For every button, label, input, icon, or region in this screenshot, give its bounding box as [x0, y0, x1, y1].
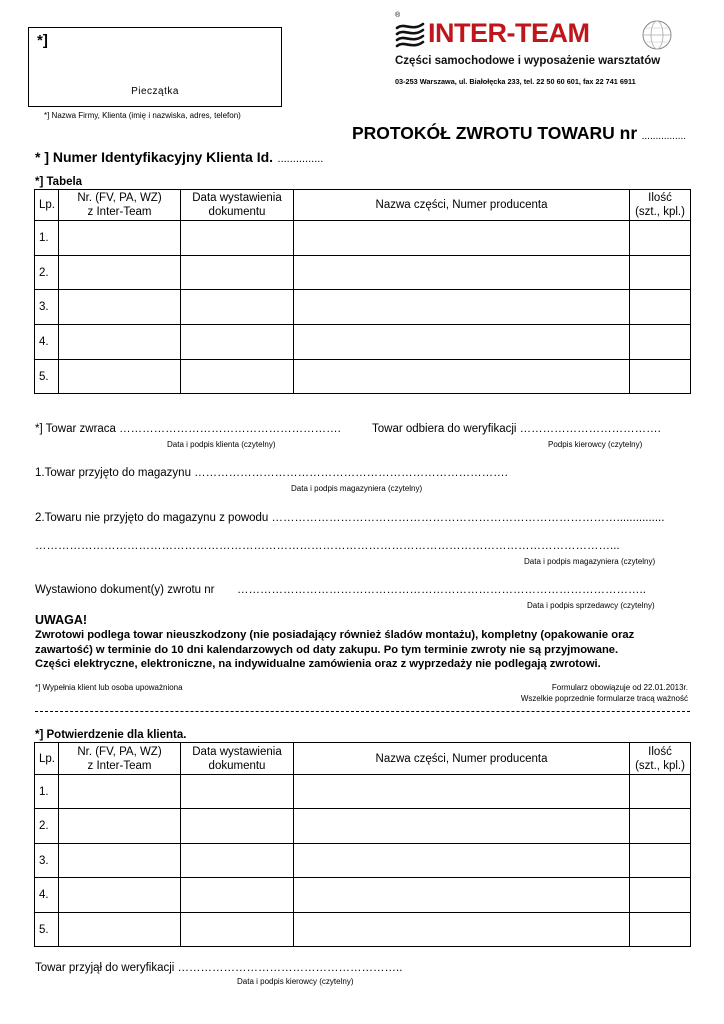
confirmation-table	[34, 742, 691, 947]
issued-label: Wystawiono dokument(y) zwrotu nr	[35, 584, 215, 596]
registered-mark: ®	[395, 12, 401, 19]
not-accepted-line[interactable]: 2.Towaru nie przyjęto do magazynu z powodu ………………………………………………………………………………...............	[35, 512, 665, 524]
reason-dots-line[interactable]: ……………………………………………………………………………………………………………………………………...	[35, 540, 620, 552]
table-row	[35, 878, 691, 913]
row-number: 2.	[35, 809, 59, 844]
cell-nr[interactable]	[59, 878, 181, 913]
row-number: 4.	[35, 878, 59, 913]
row-number: 3.	[35, 844, 59, 878]
globe-icon	[641, 19, 673, 51]
cell-nr[interactable]	[59, 775, 181, 809]
cell-ilosc[interactable]	[630, 878, 691, 913]
sig-client: Data i podpis klienta (czytelny)	[167, 440, 276, 449]
cell-data[interactable]	[181, 256, 294, 290]
col-lp: Lp.	[35, 190, 59, 221]
table1-caption: *] Tabela	[35, 176, 83, 188]
cell-data[interactable]	[181, 325, 294, 360]
sig-seller: Data i podpis sprzedawcy (czytelny)	[527, 601, 655, 610]
company-name: INTER-TEAM	[428, 18, 590, 48]
col-lp: Lp.	[35, 743, 59, 775]
cell-ilosc[interactable]	[630, 913, 691, 947]
table-row	[35, 775, 691, 809]
stamp-box	[28, 27, 282, 107]
col-nr: Nr. (FV, PA, WZ) z Inter-Team	[59, 743, 181, 775]
company-address: 03-253 Warszawa, ul. Białołęcka 233, tel. 22 50 60 601, fax 22 741 6911	[395, 77, 636, 86]
stamp-label: Pieczątka	[131, 86, 179, 97]
cell-nr[interactable]	[59, 325, 181, 360]
accepted-line[interactable]: 1.Towar przyjęto do magazynu ……………………………………………………………………….	[35, 467, 508, 479]
sig-warehouse-1: Data i podpis magazyniera (czytelny)	[291, 484, 423, 493]
col-nazwa: Nazwa części, Numer producenta	[294, 743, 630, 775]
cell-nr[interactable]	[59, 844, 181, 878]
cell-ilosc[interactable]	[630, 290, 691, 325]
verification-line[interactable]: Towar przyjął do weryfikacji …………………………………………………..	[35, 962, 403, 974]
stamp-marker: *]	[37, 32, 48, 49]
col-nr: Nr. (FV, PA, WZ) z Inter-Team	[59, 190, 181, 221]
warning-line-2: zawartość) w terminie do 10 dni kalendarzowych od daty zakupu. Po tym terminie zwroty nie są przyjmowane.	[35, 644, 619, 656]
title-text: PROTOKÓŁ ZWROTU TOWARU nr	[352, 123, 638, 143]
cell-data[interactable]	[181, 844, 294, 878]
col-nazwa: Nazwa części, Numer producenta	[294, 190, 630, 221]
cell-data[interactable]	[181, 290, 294, 325]
cell-nazwa[interactable]	[294, 913, 630, 947]
cell-nr[interactable]	[59, 256, 181, 290]
row-number: 3.	[35, 290, 59, 325]
cell-data[interactable]	[181, 809, 294, 844]
cell-ilosc[interactable]	[630, 809, 691, 844]
cell-nazwa[interactable]	[294, 221, 630, 256]
cell-ilosc[interactable]	[630, 221, 691, 256]
table-row	[35, 325, 691, 360]
return-line-left[interactable]: *] Towar zwraca ………………………………………………….	[35, 423, 341, 435]
client-id-dots: ...............	[277, 153, 324, 165]
cell-nr[interactable]	[59, 360, 181, 394]
client-id-label: * ] Numer Identyfikacyjny Klienta Id.	[35, 149, 274, 165]
cell-ilosc[interactable]	[630, 360, 691, 394]
stamp-note: *] Nazwa Firmy, Klienta (imię i nazwiska, adres, telefon)	[44, 111, 241, 120]
row-number: 1.	[35, 221, 59, 256]
table-header-row	[35, 743, 691, 775]
cut-line-divider	[35, 711, 690, 712]
row-number: 5.	[35, 360, 59, 394]
footnote-obsolete: Wszelkie poprzednie formularze tracą ważność	[520, 694, 688, 703]
cell-data[interactable]	[181, 913, 294, 947]
cell-data[interactable]	[181, 360, 294, 394]
table-row	[35, 256, 691, 290]
col-ilosc: Ilość (szt., kpl.)	[630, 743, 691, 775]
cell-nazwa[interactable]	[294, 325, 630, 360]
table-row	[35, 809, 691, 844]
table-header-row	[35, 190, 691, 221]
col-data: Data wystawienia dokumentu	[181, 190, 294, 221]
cell-nazwa[interactable]	[294, 844, 630, 878]
cell-ilosc[interactable]	[630, 256, 691, 290]
client-id-line	[35, 149, 323, 167]
cell-nr[interactable]	[59, 913, 181, 947]
warning-heading: UWAGA!	[35, 613, 88, 627]
warning-line-3: Części elektryczne, elektroniczne, na indywidualne zamówienia oraz z wyprzedaży nie podlegają zwrotowi.	[35, 658, 601, 670]
cell-data[interactable]	[181, 221, 294, 256]
cell-nazwa[interactable]	[294, 360, 630, 394]
returns-table	[34, 189, 691, 394]
cell-ilosc[interactable]	[630, 325, 691, 360]
row-number: 2.	[35, 256, 59, 290]
return-line-right[interactable]: Towar odbiera do weryfikacji ……………………………….	[372, 423, 661, 435]
row-number: 5.	[35, 913, 59, 947]
logo-swoosh-icon	[394, 18, 426, 52]
cell-data[interactable]	[181, 775, 294, 809]
col-data: Data wystawienia dokumentu	[181, 743, 294, 775]
page-title	[352, 123, 686, 144]
table-row	[35, 360, 691, 394]
cell-nazwa[interactable]	[294, 809, 630, 844]
sig-warehouse-2: Data i podpis magazyniera (czytelny)	[524, 557, 656, 566]
table-row	[35, 913, 691, 947]
col-ilosc: Ilość (szt., kpl.)	[630, 190, 691, 221]
cell-data[interactable]	[181, 878, 294, 913]
sig-driver-verification: Data i podpis kierowcy (czytelny)	[237, 977, 354, 986]
cell-nazwa[interactable]	[294, 256, 630, 290]
table-row	[35, 221, 691, 256]
cell-nazwa[interactable]	[294, 775, 630, 809]
sig-driver: Podpis kierowcy (czytelny)	[548, 440, 643, 449]
footnote-filled-by: *] Wypełnia klient lub osoba upoważniona	[35, 683, 183, 692]
table-row	[35, 290, 691, 325]
footnote-valid-from: Formularz obowiązuje od 22.01.2013r.	[551, 683, 688, 692]
cell-ilosc[interactable]	[630, 775, 691, 809]
issued-dots[interactable]: ……………………………………………………………………………………………..	[237, 584, 646, 596]
table2-caption: *] Potwierdzenie dla klienta.	[35, 729, 187, 741]
cell-ilosc[interactable]	[630, 844, 691, 878]
cell-nazwa[interactable]	[294, 878, 630, 913]
row-number: 4.	[35, 325, 59, 360]
company-subtitle: Części samochodowe i wyposażenie warsztatów	[395, 55, 661, 67]
cell-nr[interactable]	[59, 221, 181, 256]
table-row	[35, 844, 691, 878]
title-dots: ................	[641, 131, 687, 142]
cell-nr[interactable]	[59, 290, 181, 325]
cell-nr[interactable]	[59, 809, 181, 844]
warning-line-1: Zwrotowi podlega towar nieuszkodzony (nie posiadający również śladów montażu), kompletny (opakowanie oraz	[35, 629, 635, 641]
cell-nazwa[interactable]	[294, 290, 630, 325]
row-number: 1.	[35, 775, 59, 809]
